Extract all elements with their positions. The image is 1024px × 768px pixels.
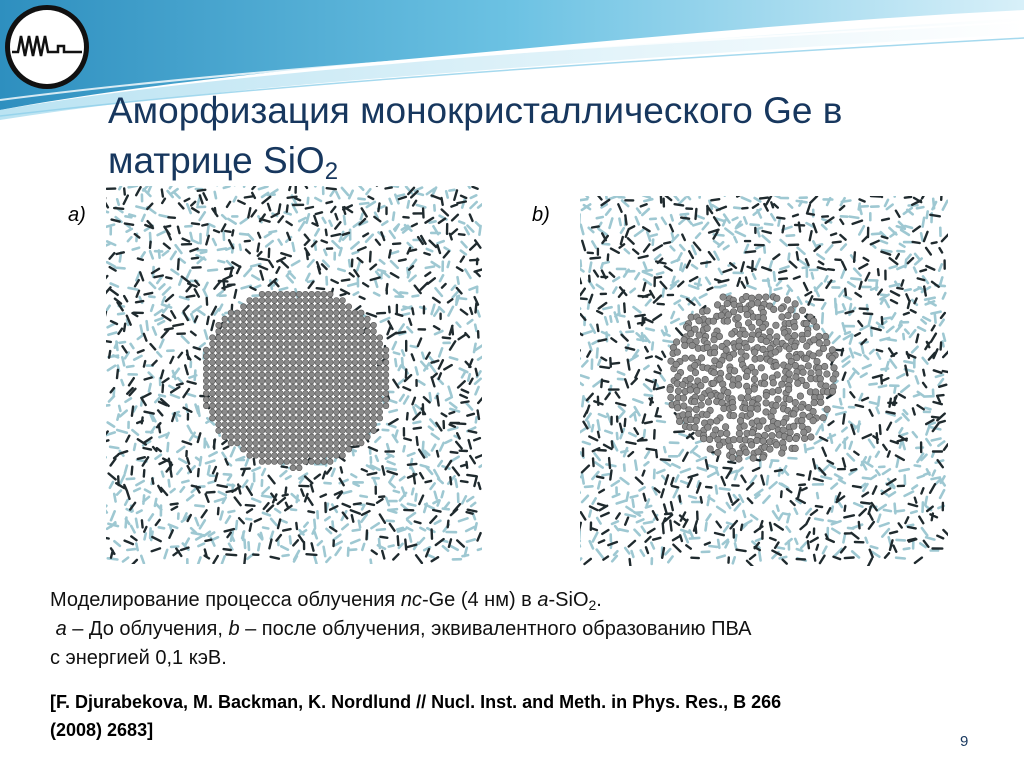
title-line-2-text: матрице SiO bbox=[108, 140, 325, 181]
caption-italic: a bbox=[537, 589, 549, 611]
caption-subscript: 2 bbox=[588, 597, 597, 613]
ge-nanocrystal bbox=[203, 291, 389, 470]
page-number: 9 bbox=[960, 733, 969, 750]
caption-text: -Ge (4 нм) в bbox=[421, 589, 538, 611]
title-subscript: 2 bbox=[324, 158, 339, 185]
caption-italic: a bbox=[55, 618, 67, 640]
slide-title bbox=[108, 86, 988, 186]
title-line-2 bbox=[108, 136, 988, 186]
caption-text: . bbox=[596, 589, 602, 611]
title-line-1: Аморфизация монокристаллического Ge в bbox=[108, 90, 843, 131]
simulation-image-crystalline bbox=[106, 186, 482, 564]
citation-line-2: (2008) 2683] bbox=[50, 720, 154, 740]
caption-text: – после облучения, эквивалентного образованию ПВА bbox=[239, 618, 752, 640]
simulation-image-amorphized bbox=[580, 196, 948, 566]
panel-label-b: b) bbox=[532, 204, 550, 226]
caption-line-2 bbox=[50, 615, 990, 644]
caption-line-3: с энергией 0,1 кэВ. bbox=[50, 647, 227, 669]
citation bbox=[50, 688, 1000, 744]
caption-text: – До облучения, bbox=[66, 618, 229, 640]
caption-italic: nc bbox=[400, 589, 422, 611]
figure-caption bbox=[50, 586, 990, 673]
citation-line-1: [F. Djurabekova, M. Backman, K. Nordlund // Nucl. Inst. and Meth. in Phys. Res., B 266 bbox=[50, 692, 782, 712]
caption-text: -SiO bbox=[548, 589, 589, 611]
caption-text: Моделирование процесса облучения bbox=[50, 589, 401, 611]
panel-label-a: a) bbox=[68, 204, 86, 226]
caption-italic: b bbox=[228, 618, 240, 640]
institution-logo-icon bbox=[4, 4, 90, 90]
caption-line-1 bbox=[50, 586, 990, 615]
